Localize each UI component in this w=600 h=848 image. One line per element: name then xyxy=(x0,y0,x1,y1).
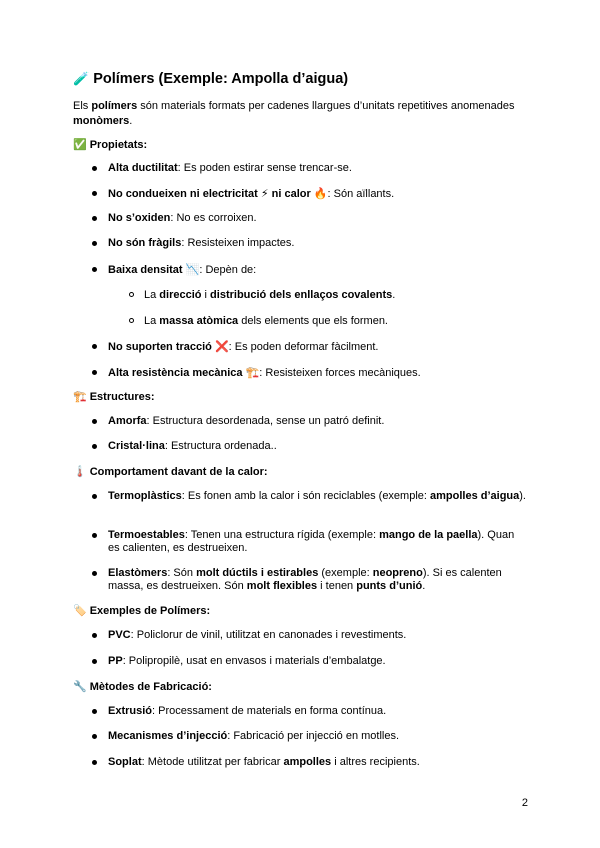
list-item xyxy=(108,490,528,503)
test-tube-icon: 🧪 xyxy=(73,72,90,87)
bullet-icon xyxy=(92,267,97,272)
item-text: : Es poden estirar sense trencar-se. xyxy=(177,162,352,174)
item-text: : Resisteixen forces mecàniques. xyxy=(259,367,421,379)
fire-icon: 🔥 xyxy=(313,187,328,200)
item-term: Termoestables xyxy=(108,529,185,541)
page-title xyxy=(73,71,348,87)
item-term: Mecanismes d’injecció xyxy=(108,730,228,742)
bullet-icon xyxy=(92,494,97,499)
item-text: : Fabricació per injecció en motlles. xyxy=(227,730,400,742)
item-term: Baixa densitat xyxy=(108,264,183,276)
circle-bullet-icon xyxy=(129,318,134,323)
item-term: punts d’unió xyxy=(356,580,423,592)
item-term: distribució dels enllaços covalents xyxy=(210,289,393,301)
item-text: (exemple: xyxy=(318,567,373,579)
item-term: ni calor xyxy=(271,188,311,200)
section-heading-text: Mètodes de Fabricació: xyxy=(89,681,212,693)
list-item xyxy=(108,263,528,277)
intro-bold: monòmers xyxy=(73,115,130,127)
item-text: : Estructura desordenada, sense un patró definit. xyxy=(146,415,385,427)
construction-crane-icon: 🏗️ xyxy=(245,366,260,379)
item-term: ampolles xyxy=(283,756,332,768)
item-text: La xyxy=(144,289,160,301)
item-term: No són fràgils xyxy=(108,237,182,249)
list-item xyxy=(108,567,528,593)
bullet-icon xyxy=(92,419,97,424)
section-heading-propietats xyxy=(73,138,147,151)
item-term: neopreno xyxy=(372,567,423,579)
item-term: No condueixen ni electricitat xyxy=(108,188,258,200)
item-text: ). Quan es calienten, es destrueixen. xyxy=(108,529,515,554)
section-heading-text: Propietats: xyxy=(89,139,148,151)
bullet-icon xyxy=(92,633,97,638)
list-item xyxy=(108,340,528,354)
item-term: Termoplàstics xyxy=(108,490,182,502)
item-text: : Processament de materials en forma contínua. xyxy=(152,705,387,717)
bullet-icon xyxy=(92,659,97,664)
item-text: : Es fonen amb la calor i són reciclables (exemple: xyxy=(181,490,431,502)
bullet-icon xyxy=(92,533,97,538)
intro-text: . xyxy=(129,115,133,127)
sub-list-item xyxy=(144,315,534,328)
list-item xyxy=(108,237,528,250)
bullet-icon xyxy=(92,760,97,765)
list-item xyxy=(108,366,528,380)
list-item xyxy=(108,187,528,201)
bullet-icon xyxy=(92,216,97,221)
item-term: massa atòmica xyxy=(159,315,239,327)
item-text: : Són xyxy=(167,567,197,579)
item-term: No suporten tracció xyxy=(108,341,212,353)
bullet-icon xyxy=(92,241,97,246)
item-term: ampolles d’aigua xyxy=(430,490,520,502)
item-text: : Són aïllants. xyxy=(327,188,395,200)
bullet-icon xyxy=(92,734,97,739)
bullet-icon xyxy=(92,370,97,375)
wrench-icon: 🔧 xyxy=(73,680,87,693)
cross-mark-icon: ❌ xyxy=(214,340,229,353)
list-item xyxy=(108,705,528,718)
section-heading-metodes xyxy=(73,680,212,693)
item-text: dels elements que els formen. xyxy=(238,315,388,327)
item-text: ). xyxy=(519,490,526,502)
item-text: : Polipropilè, usat en envasos i materials d’embalatge. xyxy=(122,655,386,667)
item-text: : Depèn de: xyxy=(199,264,257,276)
section-heading-calor xyxy=(73,465,268,478)
item-term: Cristal·lina xyxy=(108,440,165,452)
list-item xyxy=(108,162,528,175)
section-heading-text: Exemples de Polímers: xyxy=(89,605,211,617)
intro-paragraph xyxy=(73,99,533,129)
circle-bullet-icon xyxy=(129,292,134,297)
bullet-icon xyxy=(92,344,97,349)
item-text: : Estructura ordenada.. xyxy=(164,440,277,452)
item-term: molt dúctils i estirables xyxy=(196,567,319,579)
list-item xyxy=(108,212,528,225)
item-term: mango de la paella xyxy=(379,529,478,541)
list-item xyxy=(108,655,528,668)
item-text: : Es poden deformar fàcilment. xyxy=(228,341,379,353)
item-term: molt flexibles xyxy=(246,580,318,592)
item-term: No s’oxiden xyxy=(108,212,171,224)
list-item xyxy=(108,529,528,555)
list-item xyxy=(108,415,528,428)
item-text: : Resisteixen impactes. xyxy=(181,237,295,249)
lightning-icon: ⚡ xyxy=(260,187,269,200)
item-text: La xyxy=(144,315,160,327)
chart-decreasing-icon: 📉 xyxy=(185,263,200,276)
list-item xyxy=(108,629,528,642)
item-text: : Policlorur de vinil, utilitzat en canonades i revestiments. xyxy=(130,629,407,641)
item-text: : Mètode utilitzat per fabricar xyxy=(141,756,284,768)
check-mark-icon: ✅ xyxy=(73,138,87,151)
bullet-icon xyxy=(92,571,97,576)
intro-text: són materials formats per cadenes llargues d’unitats repetitives anomenades xyxy=(137,100,515,112)
item-term: Elastòmers xyxy=(108,567,168,579)
title-text: Polímers (Exemple: Ampolla d’aigua) xyxy=(93,71,349,87)
label-tag-icon: 🏷️ xyxy=(73,604,87,617)
bullet-icon xyxy=(92,444,97,449)
list-item xyxy=(108,756,528,769)
item-term: PVC xyxy=(108,629,131,641)
intro-text: Els xyxy=(73,100,92,112)
item-term: Amorfa xyxy=(108,415,147,427)
list-item xyxy=(108,440,528,453)
item-text: i altres recipients. xyxy=(331,756,420,768)
item-text: : Tenen una estructura rígida (exemple: xyxy=(184,529,380,541)
item-term: Alta ductilitat xyxy=(108,162,178,174)
item-text: . xyxy=(392,289,396,301)
section-heading-text: Comportament davant de la calor: xyxy=(89,466,268,478)
sub-list-item xyxy=(144,289,534,302)
bullet-icon xyxy=(92,191,97,196)
item-term: Soplat xyxy=(108,756,142,768)
item-term: direcció xyxy=(159,289,202,301)
thermometer-icon: 🌡️ xyxy=(73,465,87,478)
item-text: i tenen xyxy=(317,580,357,592)
item-text: i xyxy=(201,289,211,301)
construction-crane-icon: 🏗️ xyxy=(73,390,87,403)
section-heading-estructures xyxy=(73,390,155,403)
bullet-icon xyxy=(92,709,97,714)
intro-bold: polímers xyxy=(91,100,138,112)
item-text: ). Si es calenten massa, es destrueixen. Són xyxy=(108,567,502,592)
section-heading-text: Estructures: xyxy=(89,391,155,403)
item-text: : No es corroixen. xyxy=(170,212,257,224)
page-number: 2 xyxy=(521,797,528,809)
item-text: . xyxy=(422,580,426,592)
item-term: Alta resistència mecànica xyxy=(108,367,243,379)
section-heading-exemples xyxy=(73,604,210,617)
item-term: Extrusió xyxy=(108,705,153,717)
item-term: PP xyxy=(108,655,123,667)
bullet-icon xyxy=(92,166,97,171)
list-item xyxy=(108,730,528,743)
